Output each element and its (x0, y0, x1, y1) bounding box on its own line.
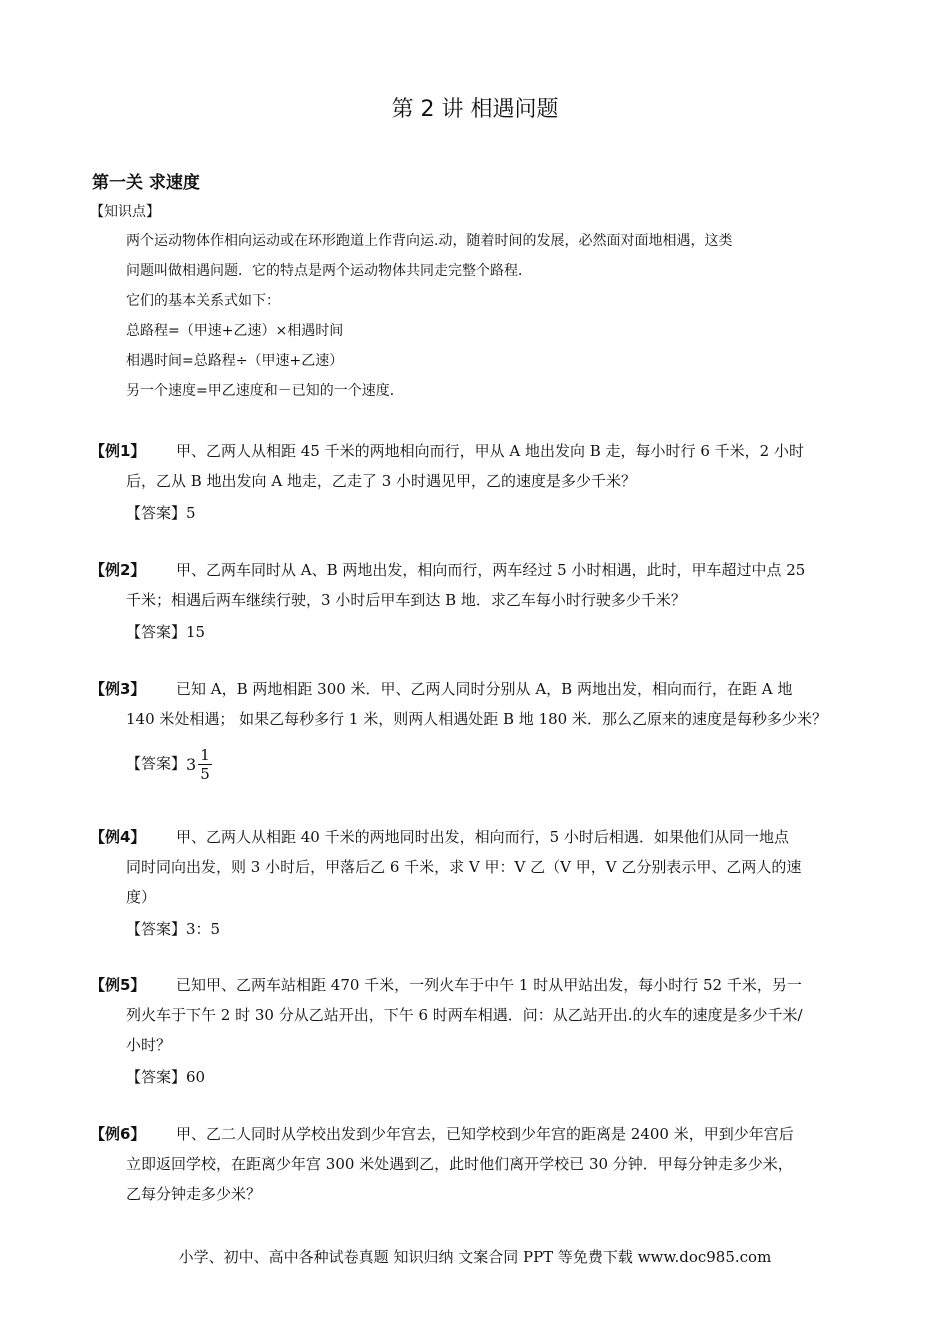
example-3 (90, 674, 870, 783)
page-footer: 小学、初中、高中各种试卷真题 知识归纳 文案合同 PPT 等免费下载 www.doc985.com (178, 1248, 772, 1266)
example-4 (90, 822, 870, 944)
example-text-line: 已知 A，B 两地相距 300 米．甲、乙两人同时分别从 A，B 两地出发，相向而行，在距 A 地 (176, 680, 793, 698)
fraction-denominator: 5 (200, 765, 210, 783)
section-title: 第一关 求速度 (92, 173, 200, 193)
knowledge-line: 两个运动物体作相向运动或在环形跑道上作背向运.动，随着时间的发展，必然面对面地相遇，这类 (126, 233, 733, 249)
fraction-numerator: 1 (200, 746, 210, 764)
example-text-line: 千米；相遇后两车继续行驶，3 小时后甲车到达 B 地．求乙车每小时行驶多少千米？ (126, 591, 686, 609)
example-text-line: 后，乙从 B 地出发向 A 地走，乙走了 3 小时遇见甲，乙的速度是多少千米？ (126, 472, 637, 490)
example-text-line: 立即返回学校，在距离少年宫 300 米处遇到乙，此时他们离开学校已 30 分钟．甲每分钟走多少米， (126, 1155, 793, 1173)
knowledge-line: 问题叫做相遇问题．它的特点是两个运动物体共同走完整个路程． (126, 263, 532, 279)
example-text-line: 140 米处相遇； 如果乙每秒多行 1 米，则两人相遇处距 B 地 180 米．那么乙原来的速度是每秒多少米？ (126, 710, 827, 728)
example-text-line: 小时？ (126, 1036, 172, 1054)
example-text-line: 已知甲、乙两车站相距 470 千米，一列火车于中午 1 时从甲站出发，每小时行 52 千米，另一 (176, 976, 802, 994)
example-text-line: 甲、乙两车同时从 A、B 两地出发，相向而行，两车经过 5 小时相遇，此时，甲车超过中点 25 (176, 561, 806, 579)
example-label: 【例2】 (90, 561, 146, 579)
knowledge-line: 相遇时间=总路程÷（甲速+乙速） (126, 353, 344, 369)
example-answer: 【答案】15 (126, 623, 206, 641)
example-label: 【例1】 (90, 442, 146, 460)
example-text-line: 甲、乙二人同时从学校出发到少年宫去，已知学校到少年宫的距离是 2400 米，甲到少年宫后 (176, 1125, 794, 1143)
fraction-integer: 3 (186, 754, 197, 774)
example-text-line: 乙每分钟走多少米？ (126, 1185, 262, 1203)
answer-label: 【答案】 (126, 754, 187, 773)
example-answer: 【答案】5 (126, 504, 196, 522)
example-answer: 【答案】60 (126, 1068, 206, 1086)
example-1 (90, 436, 870, 528)
knowledge-body (126, 226, 866, 406)
page-title: 第 2 讲 相遇问题 (391, 97, 559, 122)
example-text-line: 甲、乙两人从相距 45 千米的两地相向而行，甲从 A 地出发向 B 走，每小时行 6 千米，2 小时 (176, 442, 804, 460)
mixed-fraction (186, 746, 212, 783)
example-label: 【例5】 (90, 976, 146, 994)
example-2 (90, 555, 870, 647)
example-label: 【例4】 (90, 828, 146, 846)
example-label: 【例3】 (90, 680, 146, 698)
knowledge-line: 它们的基本关系式如下： (126, 293, 280, 309)
example-label: 【例6】 (90, 1125, 146, 1143)
knowledge-line: 另一个速度=甲乙速度和－已知的一个速度． (126, 383, 404, 399)
example-text-line: 列火车于下午 2 时 30 分从乙站开出，下午 6 时两车相遇．问：从乙站开出.的火车的速度是多少千米/ (126, 1006, 803, 1024)
example-6 (90, 1119, 870, 1209)
knowledge-label: 【知识点】 (90, 204, 160, 220)
knowledge-line: 总路程=（甲速+乙速）×相遇时间 (126, 323, 344, 339)
example-answer: 【答案】3：5 (126, 920, 221, 938)
example-text-line: 度） (126, 888, 157, 906)
example-5 (90, 970, 870, 1092)
example-text-line: 甲、乙两人从相距 40 千米的两地同时出发，相向而行，5 小时后相遇．如果他们从同一地点 (176, 828, 789, 846)
fraction (198, 746, 212, 783)
example-answer (126, 746, 870, 783)
example-text-line: 同时同向出发，则 3 小时后，甲落后乙 6 千米，求 V 甲：V 乙（V 甲，V 乙分别表示甲、乙两人的速 (126, 858, 802, 876)
